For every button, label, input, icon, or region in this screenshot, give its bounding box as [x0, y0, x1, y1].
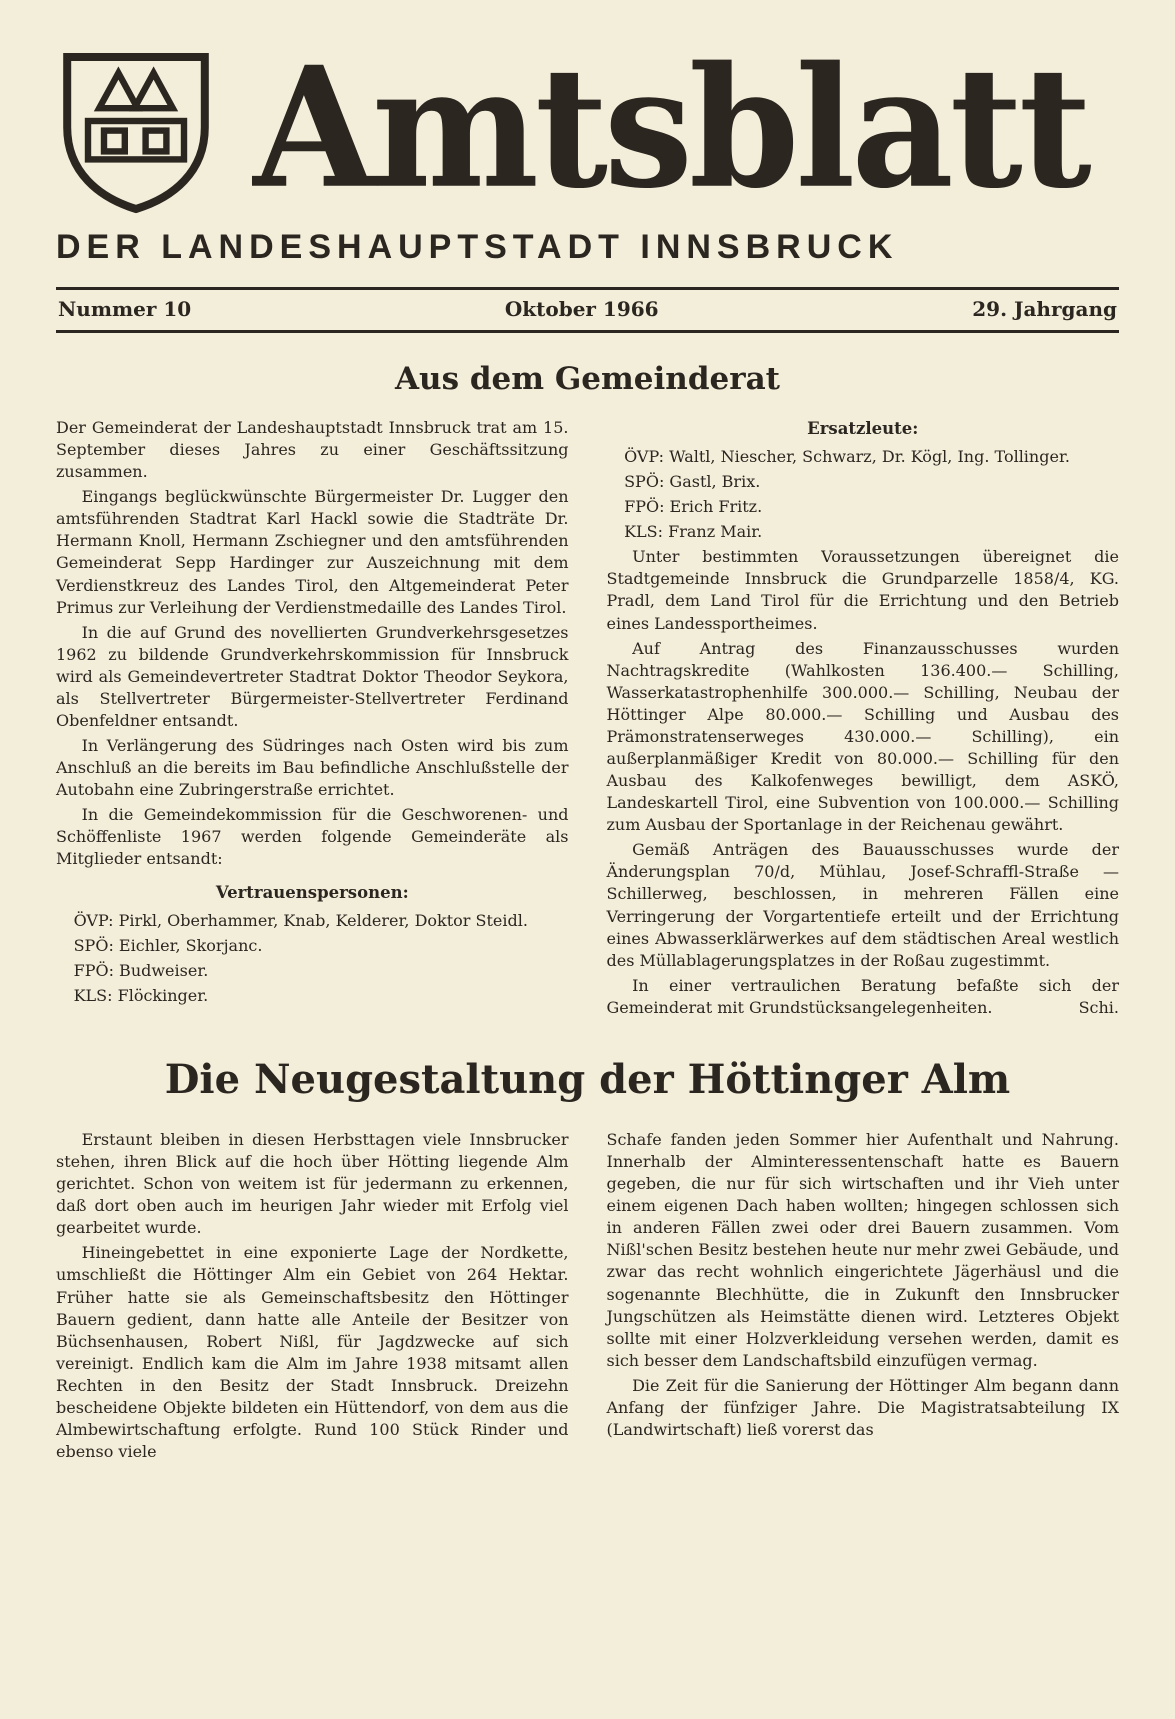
- paragraph: Unter bestimmten Voraussetzungen übereignet die Stadtgemeinde Innsbruck die Grundparzelle 1858/4, KG. Pradl, dem Land Tirol für die Errichtung und den Betrieb eines Landessportheimes.: [606, 547, 1119, 633]
- masthead: [56, 31, 1119, 226]
- paragraph: Hineingebettet in eine exponierte Lage der Nordkette, umschließt die Höttinger Alm ein Gebiet von 264 Hektar. Früher hatte sie als Gemeinschaftsbesitz den Höttinger Bauern gedient, dann hatte alle Anteile der Besitzer von Büchsenhausen, Robert Nißl, für Jagdzwecke auf sich vereinigt. Endlich kam die Alm im Jahre 1938 mitsamt allen Rechten in den Besitz der Stadt Innsbruck. Dreizehn bescheidene Objekte bildeten ein Hüttendorf, von dem aus die Almbewirtschaftung erfolgte. Rund 100 Stück Rinder und ebenso viele: [56, 1243, 569, 1462]
- party-entry: KLS: Franz Mair.: [624, 522, 763, 542]
- paragraph: Gemäß Anträgen des Bauausschusses wurde der Änderungsplan 70/d, Mühlau, Josef-Schraffl-Straße — Schillerweg, beschlossen, in mehreren Fällen eine Verringerung der Vorgartentiefe erteilt und der Errichtung eines Abwasserklärwerkes auf dem städtischen Areal westlich des Müllablagerungsplatzes in der Roßau zugestimmt.: [606, 840, 1119, 970]
- issue-meta-row: [56, 290, 1119, 330]
- article-alm-right-column: [607, 1129, 1120, 1466]
- party-entry: ÖVP: Pirkl, Oberhammer, Knab, Kelderer, Doktor Steidl.: [73, 910, 528, 930]
- paragraph: Der Gemeinderat der Landeshauptstadt Innsbruck trat am 15. September dieses Jahres zu einer Geschäftssitzung zusammen.: [56, 418, 569, 482]
- paragraph: Erstaunt bleiben in diesen Herbsttagen viele Innsbrucker stehen, ihren Blick auf die hoch über Hötting liegende Alm gerichtet. Schon von weitem ist für jedermann zu erkennen, daß dort oben auch im heurigen Jahr wieder mit Erfolg viel gearbeitet wurde.: [56, 1129, 569, 1238]
- masthead-subtitle: DER LANDESHAUPTSTADT INNSBRUCK: [56, 228, 899, 266]
- paragraph: Schafe fanden jeden Sommer hier Aufenthalt und Nahrung. Innerhalb der Alminteressentenschaft hatte es Bauern gegeben, die nur für sich wirtschaften und ihr Vieh unter einem eigenen Dach haben wollten; hingegen schlossen sich in anderen Fällen zwei oder drei Bauern zusammen. Vom Nißl'schen Besitz bestehen heute nur mehr zwei Gebäude, und zwar das recht wohnlich eingerichtete Jägerhäusl und die sogenannte Blechhütte, die in Zukunft den Innsbrucker Jungschützen als Heimstätte dienen wird. Letzteres Objekt sollte mit einer Holzverkleidung versehen werden, damit es sich besser dem Landschaftsbild einzufügen vermag.: [606, 1129, 1119, 1370]
- issue-date: Oktober 1966: [504, 297, 659, 321]
- party-entry: SPÖ: Gastl, Brix.: [624, 472, 761, 492]
- paragraph: Eingangs beglückwünschte Bürgermeister Dr. Lugger den amtsführenden Stadtrat Karl Hackl sowie die Stadträte Dr. Hermann Knoll, Hermann Zschiegner und den amtsführenden Gemeinderat Sepp Hardinger zur Auszeichnung mit dem Verdienstkreuz des Landes Tirol, den Altgemeinderat Peter Primus zur Verleihung der Verdienstmedaille des Landes Tirol.: [56, 487, 569, 617]
- article-gemeinderat-right-column: [607, 417, 1120, 1022]
- article-gemeinderat-columns: [56, 417, 1119, 1022]
- subhead-ersatzleute: Ersatzleute:: [807, 419, 919, 438]
- article-title-hoettinger-alm: Die Neugestaltung der Höttinger Alm: [164, 1055, 1011, 1103]
- issue-number: Nummer 10: [58, 297, 192, 321]
- party-entry: KLS: Flöckinger.: [73, 985, 209, 1005]
- article-alm-left-column: [56, 1129, 569, 1466]
- issue-volume: 29. Jahrgang: [972, 297, 1117, 321]
- party-entry: ÖVP: Waltl, Niescher, Schwarz, Dr. Kögl, Ing. Tollinger.: [624, 447, 1070, 466]
- article-gemeinderat-left-column: [56, 417, 569, 1022]
- subhead-vertrauenspersonen: Vertrauenspersonen:: [215, 882, 409, 902]
- article-title-gemeinderat: Aus dem Gemeinderat: [394, 361, 780, 397]
- paragraph: Auf Antrag des Finanzausschusses wurden Nachtragskredite (Wahlkosten 136.400.— Schilling, Wasserkatastrophenhilfe 300.000.— Schilling, Neubau der Höttinger Alpe 80.000.— Schilling und Ausbau des Prämonstratenserweges 430.000.— Schilling), ein außerplanmäßiger Kredit von 80.000.— Schilling für den Ausbau des Kalkofenweges bewilligt, dem ASKÖ, Landeskartell Tirol, eine Subvention von 100.000.— Schilling zum Ausbau der Sportanlage in der Reichenau gewährt.: [606, 638, 1119, 835]
- paragraph-text: In einer vertraulichen Beratung befaßte sich der Gemeinderat mit Grundstücksangelegenheiten.: [606, 975, 1119, 1017]
- author-signature: Schi.: [1078, 997, 1119, 1017]
- paragraph: [607, 975, 1120, 1019]
- innsbruck-crest-icon: [56, 44, 216, 214]
- article-alm-columns: [56, 1129, 1119, 1466]
- party-entry: SPÖ: Eichler, Skorjanc.: [73, 935, 263, 955]
- party-entry: FPÖ: Erich Fritz.: [624, 497, 763, 517]
- masthead-title: Amtsblatt: [253, 31, 1088, 226]
- divider-bottom: [56, 330, 1119, 333]
- paragraph: In die auf Grund des novellierten Grundverkehrsgesetzes 1962 zu bildende Grundverkehrskommission für Innsbruck wird als Gemeindevertreter Stadtrat Doktor Theodor Seykora, als Stellvertreter Bürgermeister-Stellvertreter Ferdinand Obenfeldner entsandt.: [56, 622, 569, 731]
- paragraph: In die Gemeindekommission für die Geschworenen- und Schöffenliste 1967 werden folgende Gemeinderäte als Mitglieder entsandt:: [56, 805, 569, 869]
- party-entry: FPÖ: Budweiser.: [73, 960, 209, 980]
- paragraph: In Verlängerung des Südringes nach Osten wird bis zum Anschluß an die bereits im Bau befindliche Anschlußstelle der Autobahn eine Zubringerstraße errichtet.: [56, 736, 569, 800]
- paragraph: Die Zeit für die Sanierung der Höttinger Alm begann dann Anfang der fünfziger Jahre. Die Magistratsabteilung IX (Landwirtschaft) ließ vorerst das: [606, 1375, 1119, 1439]
